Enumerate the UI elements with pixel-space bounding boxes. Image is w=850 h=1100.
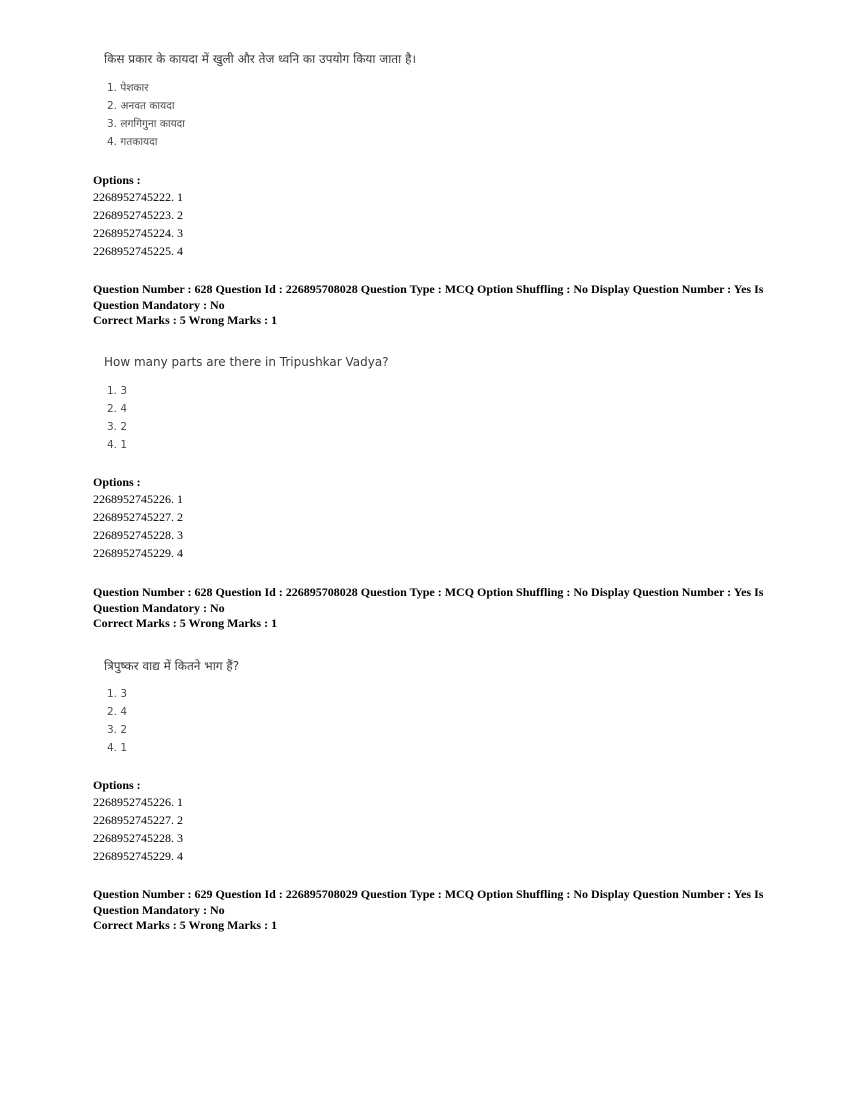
options-list xyxy=(93,188,183,260)
option-id-row: 2268952745222. 1 xyxy=(93,190,183,204)
question-mandatory-line: Question Mandatory : No xyxy=(93,902,225,917)
question-meta-line: Question Number : 629 Question Id : 226895708029 Question Type : MCQ Option Shuffling : No Display Question Number : Yes Is xyxy=(93,887,764,901)
question-meta xyxy=(93,585,773,632)
question-choices-list xyxy=(107,79,185,151)
choice-item: 1. पेशकार xyxy=(107,82,149,94)
question-meta xyxy=(93,282,773,329)
option-id-row: 2268952745229. 4 xyxy=(93,546,183,560)
choice-item: 2. अनवत कायदा xyxy=(107,100,175,112)
option-id-row: 2268952745227. 2 xyxy=(93,510,183,524)
option-id-row: 2268952745229. 4 xyxy=(93,849,183,863)
choice-item: 3. 2 xyxy=(107,724,128,736)
option-id-row: 2268952745228. 3 xyxy=(93,528,183,542)
options-label: Options : xyxy=(93,475,141,489)
choice-item: 4. 1 xyxy=(107,742,128,754)
option-id-row: 2268952745224. 3 xyxy=(93,226,183,240)
question-choices-list xyxy=(107,685,127,757)
option-id-row: 2268952745226. 1 xyxy=(93,795,183,809)
choice-item: 4. गतकायदा xyxy=(107,136,158,148)
question-meta xyxy=(93,887,773,934)
option-id-row: 2268952745226. 1 xyxy=(93,492,183,506)
choice-item: 1. 3 xyxy=(107,385,128,397)
question-mandatory-line: Question Mandatory : No xyxy=(93,600,225,615)
options-label: Options : xyxy=(93,173,141,187)
choice-item: 2. 4 xyxy=(107,403,128,415)
question-meta-line: Question Number : 628 Question Id : 226895708028 Question Type : MCQ Option Shuffling : No Display Question Number : Yes Is xyxy=(93,585,764,599)
marks-line: Correct Marks : 5 Wrong Marks : 1 xyxy=(93,616,278,630)
choice-item: 2. 4 xyxy=(107,706,128,718)
question-choices-list xyxy=(107,382,127,454)
option-id-row: 2268952745228. 3 xyxy=(93,831,183,845)
marks-line: Correct Marks : 5 Wrong Marks : 1 xyxy=(93,313,278,327)
question-meta-line: Question Number : 628 Question Id : 226895708028 Question Type : MCQ Option Shuffling : No Display Question Number : Yes Is xyxy=(93,282,764,296)
choice-item: 4. 1 xyxy=(107,439,128,451)
question-text-hindi-tripushkar: त्रिपुष्कर वाद्य में कितने भाग हैं? xyxy=(104,659,240,673)
question-text-english: How many parts are there in Tripushkar Vadya? xyxy=(104,355,389,369)
choice-item: 1. 3 xyxy=(107,688,128,700)
option-id-row: 2268952745227. 2 xyxy=(93,813,183,827)
options-label: Options : xyxy=(93,778,141,792)
option-id-row: 2268952745223. 2 xyxy=(93,208,183,222)
marks-line: Correct Marks : 5 Wrong Marks : 1 xyxy=(93,918,278,932)
options-list xyxy=(93,793,183,865)
options-list xyxy=(93,490,183,562)
choice-item: 3. लगगिगुना कायदा xyxy=(107,118,185,130)
question-text-hindi-kayda: किस प्रकार के कायदा में खुली और तेज ध्वनि का उपयोग किया जाता है। xyxy=(104,52,416,66)
question-mandatory-line: Question Mandatory : No xyxy=(93,297,225,312)
option-id-row: 2268952745225. 4 xyxy=(93,244,183,258)
choice-item: 3. 2 xyxy=(107,421,128,433)
